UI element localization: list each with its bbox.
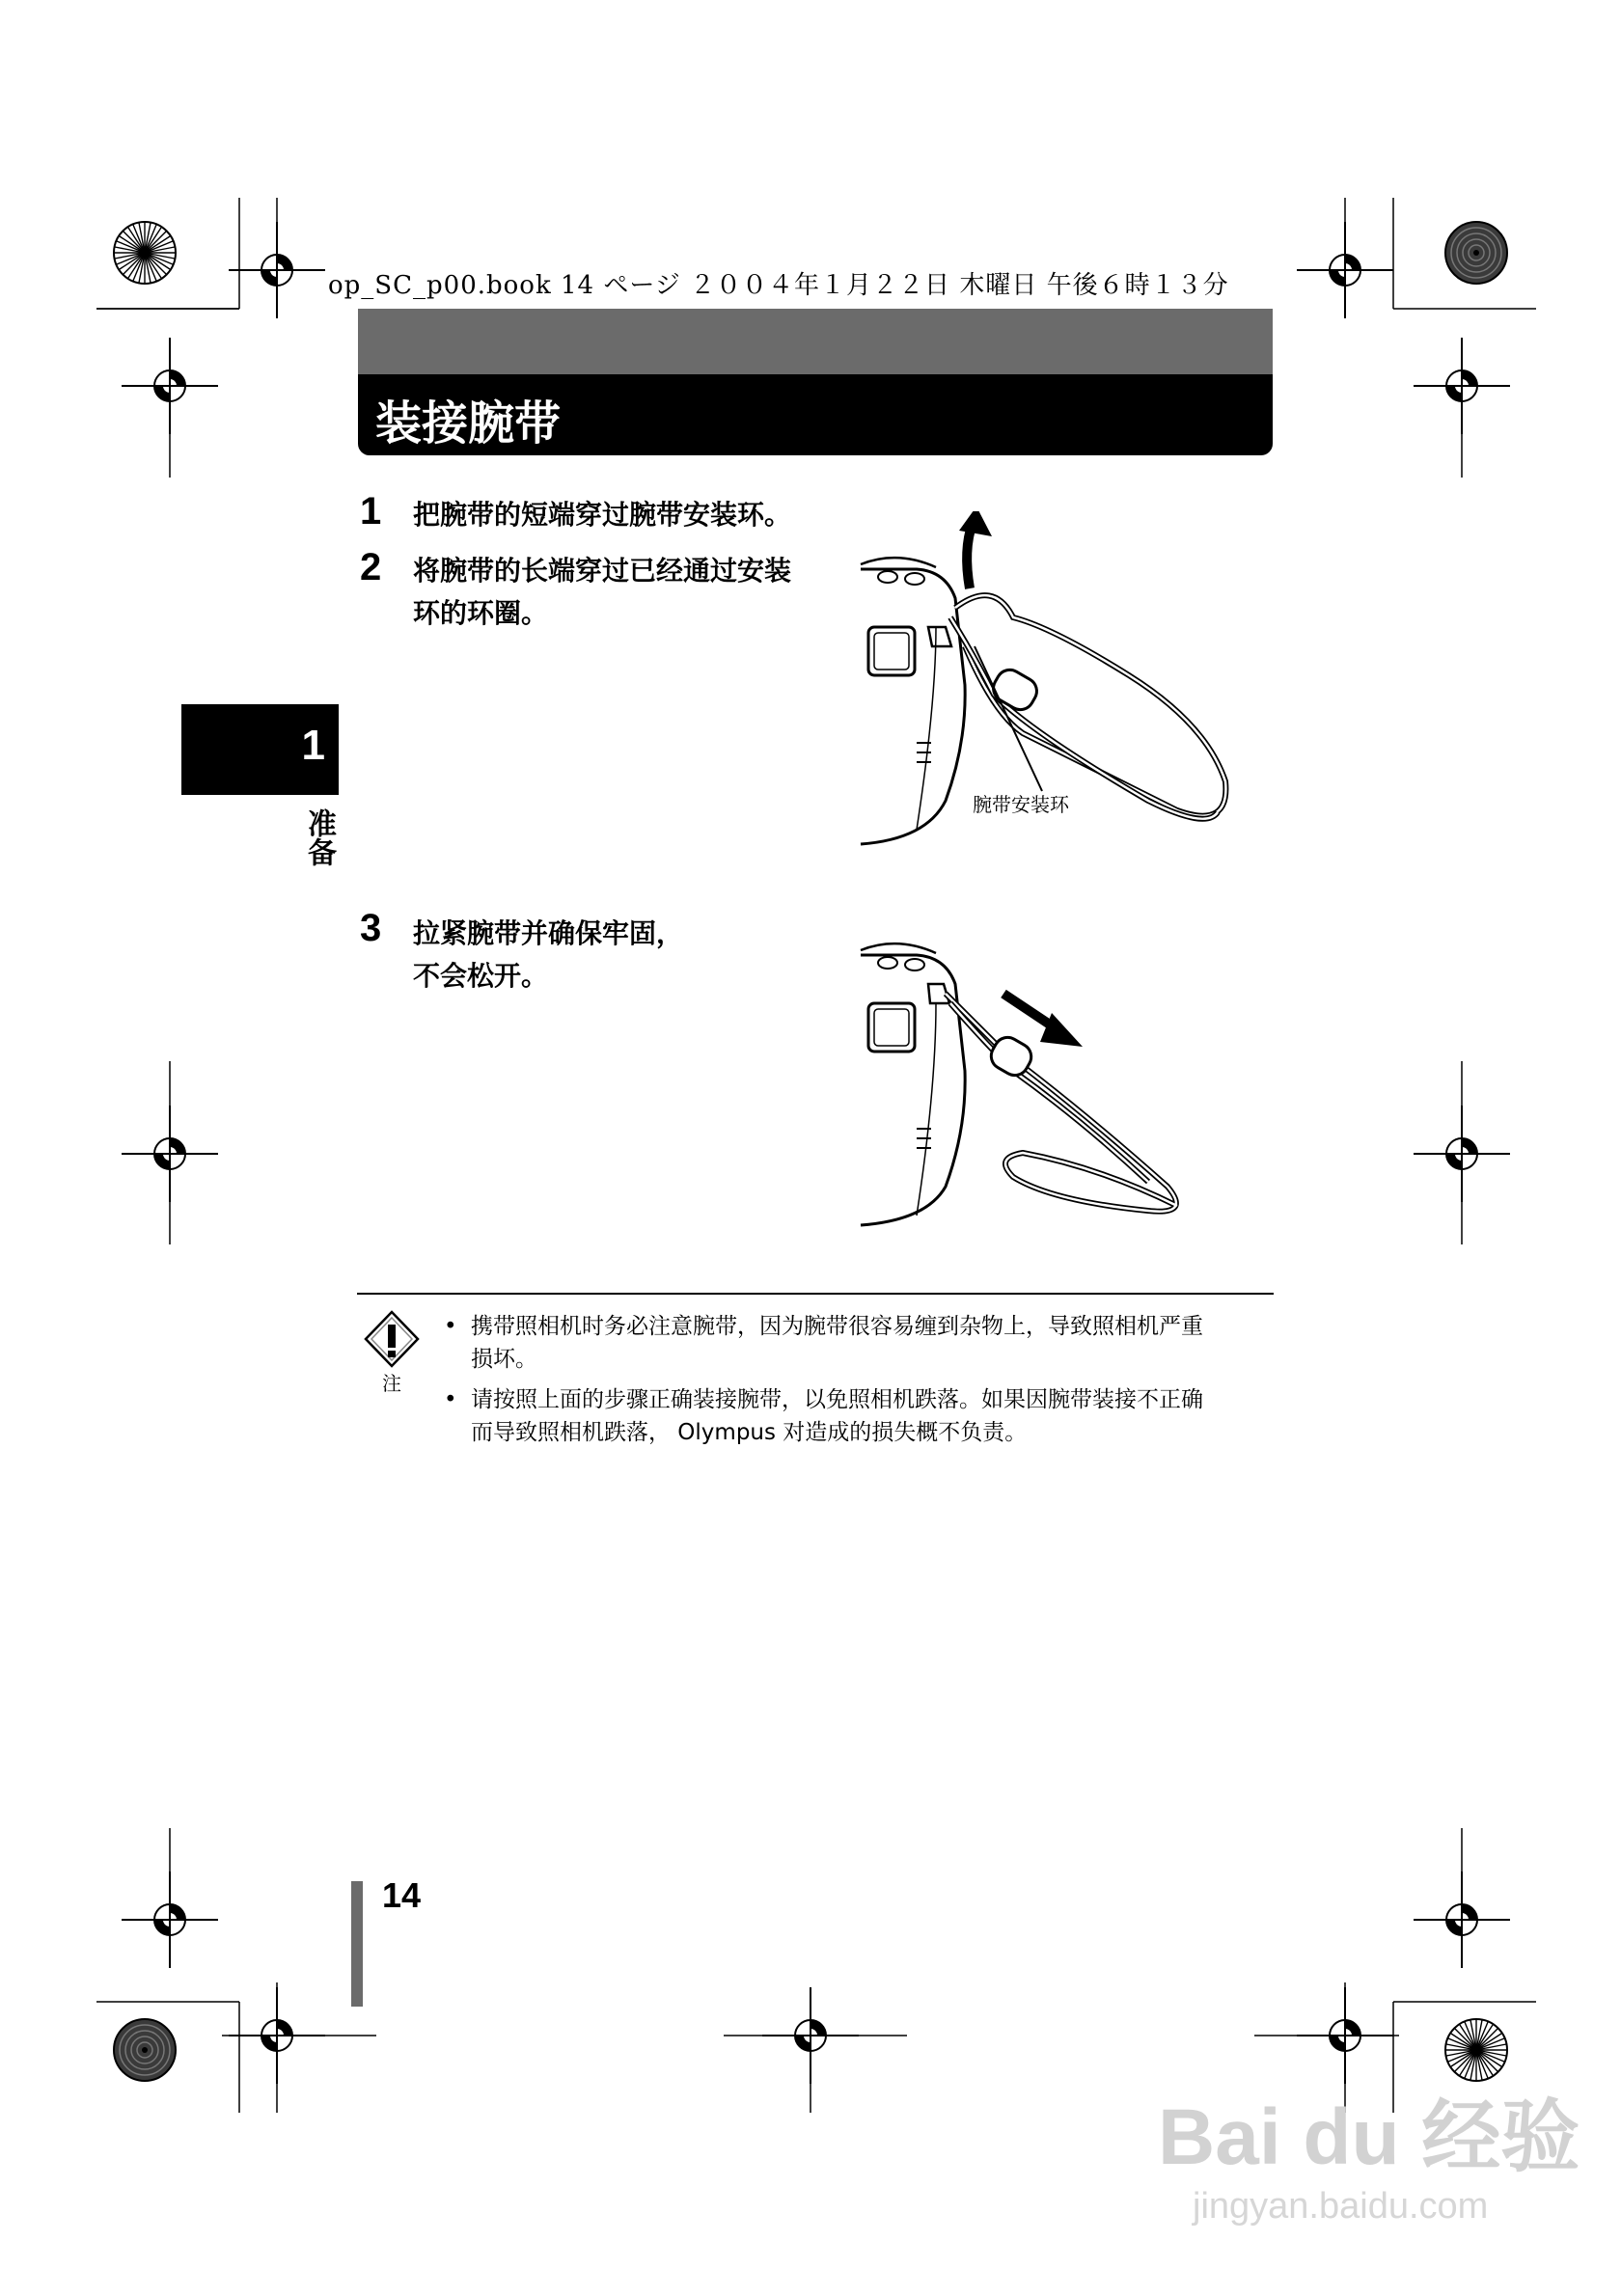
step-3-line-1: 拉紧腕带并确保牢固， [413, 917, 684, 949]
figure-strap-tighten [859, 926, 1245, 1235]
watermark-brand: Bai du 经验 [1158, 2093, 1580, 2181]
figure-strap-attach [859, 511, 1264, 849]
step-3-line-2: 不会松开。 [413, 960, 549, 992]
bullet-icon: • [444, 1387, 457, 1412]
step-2-number: 2 [360, 546, 382, 588]
note-2-line-1: 请按照上面的步骤正确装接腕带，以免照相机跌落。如果因腕带装接不正确 [471, 1387, 1203, 1412]
step-3-number: 3 [360, 907, 382, 949]
note-1-line-2: 损坏。 [471, 1347, 537, 1372]
section-title-band [358, 374, 1273, 455]
print-header-line: op_SC_p00.book 14 ページ ２００４年１月２２日 木曜日 午後６時１３分 [328, 271, 1229, 300]
title-band-gray [358, 309, 1273, 374]
bullet-icon: • [444, 1314, 457, 1339]
caution-icon [362, 1310, 422, 1399]
note-1-line-1: 携带照相机时务必注意腕带，因为腕带很容易缠到杂物上，导致照相机严重 [471, 1314, 1203, 1339]
step-1-text [413, 494, 791, 536]
note-divider [357, 1293, 1274, 1295]
step-2-line-2: 环的环圈。 [413, 597, 549, 629]
strap-ring-label: 腕带安装环 [973, 793, 1069, 816]
note-2-line-2: 而导致照相机跌落， Olympus 对造成的损失概不负责。 [471, 1420, 1028, 1445]
section-title: 装接腕带 [375, 396, 562, 451]
step-1-number: 1 [360, 490, 382, 533]
page-number: 14 [382, 1875, 422, 1915]
watermark-url: jingyan.baidu.com [1193, 2186, 1489, 2227]
chapter-label: 准备 [302, 808, 336, 866]
page-number-bar [351, 1881, 363, 2007]
chapter-number: 1 [301, 722, 325, 769]
step-2-text [413, 550, 791, 635]
caution-icon-label: 注 [382, 1372, 401, 1395]
step-3-text [413, 913, 683, 998]
step-1-line-1: 把腕带的短端穿过腕带安装环。 [413, 499, 792, 531]
chapter-tab [181, 704, 339, 795]
step-2-line-1: 将腕带的长端穿过已经通过安装 [413, 555, 792, 587]
